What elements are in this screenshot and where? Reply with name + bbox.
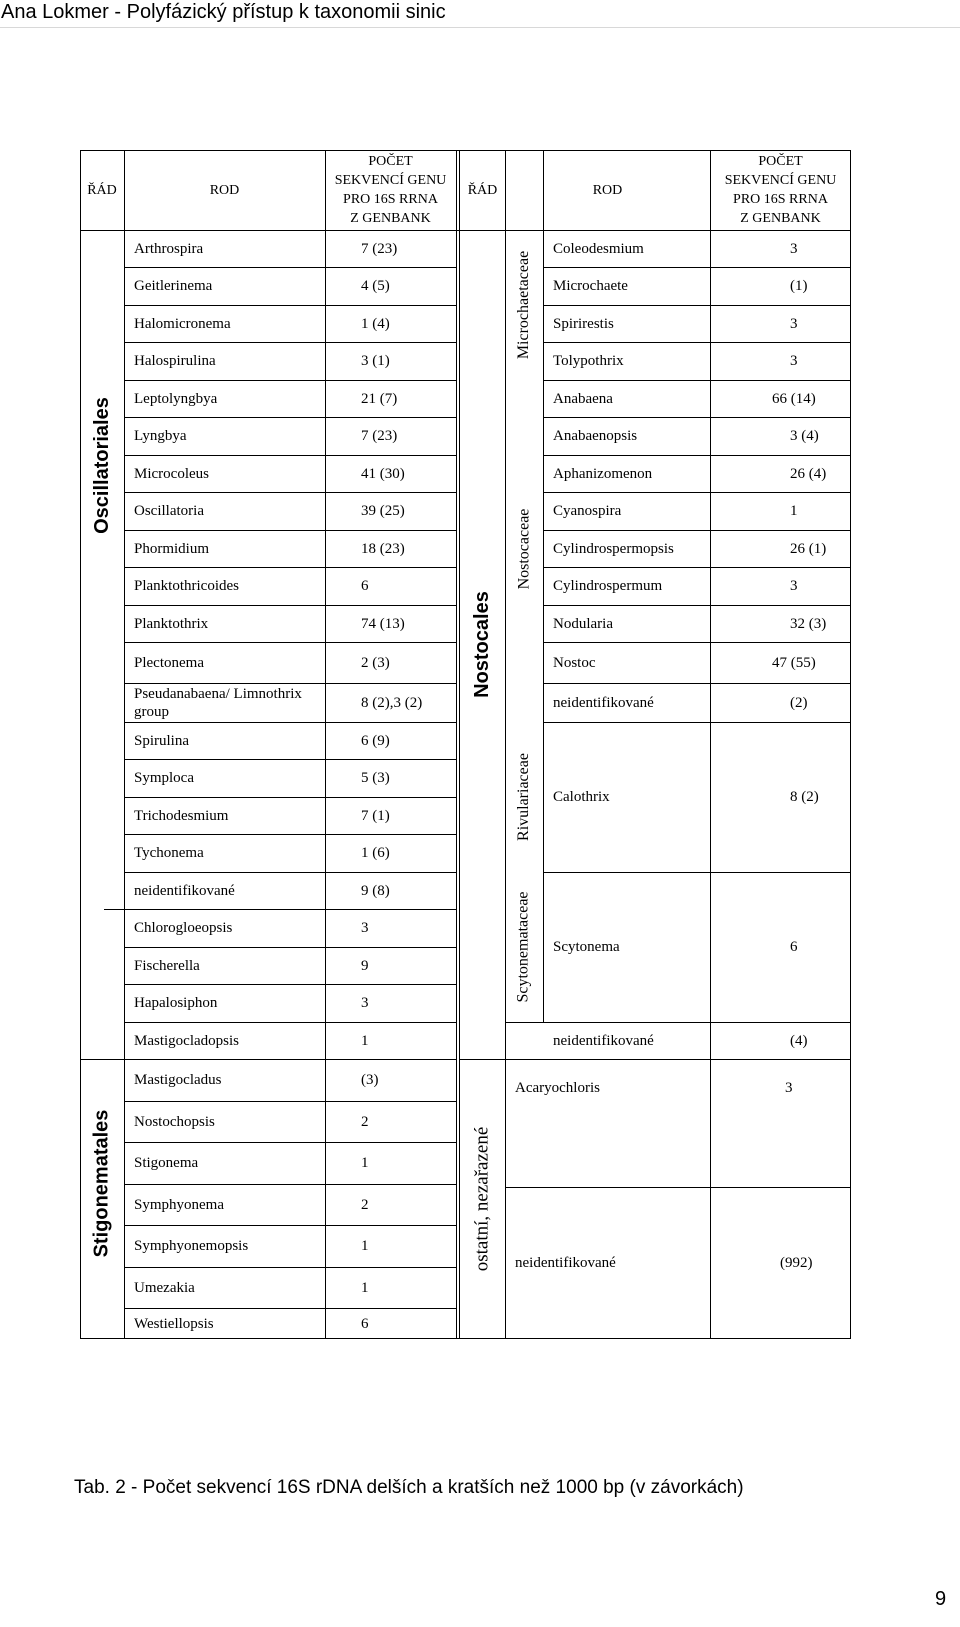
left-genus-cell: Microcoleus <box>134 465 209 482</box>
left-count-cell: 1 <box>361 1155 369 1171</box>
left-count-cell: 4 (5) <box>361 278 390 294</box>
left-count-header-line: Z GENBANK <box>350 211 431 226</box>
right-count-cell: (2) <box>790 694 808 711</box>
left-count-cell: 1 <box>361 1032 369 1049</box>
right-genus-cell: Aphanizomenon <box>553 465 653 482</box>
left-genus-cell: Symphyonemopsis <box>134 1238 249 1254</box>
left-count-cell: 1 <box>361 1279 369 1296</box>
right-count-header-line: PRO 16S RRNA <box>733 192 828 207</box>
order-stigonematales <box>80 1059 124 1308</box>
order-other-unassigned <box>460 1059 505 1339</box>
left-count-cell: 2 <box>361 1113 369 1130</box>
right-order-header: ŘÁD <box>467 183 498 198</box>
left-count-cell: 74 (13) <box>361 615 405 632</box>
left-count-cell: 1 (6) <box>361 845 390 861</box>
right-count-header-line: POČET <box>758 154 803 169</box>
right-genus-cell: Acaryochloris <box>515 1080 600 1096</box>
left-count-cell: 7 (23) <box>361 240 398 257</box>
left-count-header-line: POČET <box>368 154 413 169</box>
right-count-cell: 3 <box>790 240 798 257</box>
left-genus-cell: Fischerella <box>134 957 200 974</box>
v-right-genus <box>710 150 711 1339</box>
page-number: 9 <box>935 1588 947 1610</box>
left-count-cell: 7 (1) <box>361 807 390 824</box>
left-count-cell: 6 <box>361 578 369 594</box>
family-nostocaceae-label: Nostocaceae <box>515 508 532 589</box>
right-genus-cell: Cyanospira <box>553 503 622 519</box>
right-count-header <box>710 152 851 228</box>
right-count-header-line: SEKVENCÍ GENU <box>724 173 837 188</box>
right-count-cell: 3 <box>790 315 798 332</box>
right-count-cell: 3 <box>790 353 798 369</box>
right-genus-cell: Spirirestis <box>553 315 614 332</box>
left-count-cell: 41 (30) <box>361 465 405 482</box>
family-scytonemataceae-label: Scytonemataceae <box>515 891 533 1003</box>
right-count-cell: 6 <box>790 939 798 955</box>
right-count-cell: 66 (14) <box>772 390 816 407</box>
left-count-cell: (3) <box>361 1072 379 1088</box>
left-genus-cell: Halomicronema <box>134 315 231 332</box>
right-genus-cell: Nodularia <box>553 615 613 632</box>
left-genus-cell: Trichodesmium <box>134 807 229 824</box>
left-count-cell: 6 <box>361 1315 369 1332</box>
right-genus-cell: neidentifikované <box>515 1255 616 1271</box>
right-genus-cell: Anabaenopsis <box>553 428 638 444</box>
right-count-cell: 3 <box>785 1080 793 1096</box>
left-genus-cell: Symphyonema <box>134 1196 224 1213</box>
right-genus-cell: Cylindrospermum <box>553 578 663 594</box>
right-genus-header: ROD <box>592 183 623 198</box>
order-nostocales <box>460 230 505 1059</box>
left-count-cell: 8 (2),3 (2) <box>361 694 423 711</box>
order-oscillatoriales <box>80 230 124 700</box>
right-genus-cell: Calothrix <box>553 789 610 805</box>
left-genus-cell: Westiellopsis <box>134 1315 214 1332</box>
right-genus-cell: Cylindrospermopsis <box>553 540 674 557</box>
v-left-genus <box>325 150 326 1339</box>
left-count-header-line: PRO 16S RRNA <box>343 192 438 207</box>
left-count-cell: 18 (23) <box>361 540 405 557</box>
right-count-cell: 3 <box>790 578 798 594</box>
right-count-cell: 26 (1) <box>790 540 827 557</box>
left-genus-cell: Lyngbya <box>134 428 187 444</box>
left-genus-cell: Pseudanabaena/ Limnothrix group <box>134 685 302 720</box>
right-genus-cell: neidentifikované <box>553 694 654 711</box>
left-genus-cell: Planktothricoides <box>134 578 239 594</box>
left-count-cell: 1 (4) <box>361 315 390 332</box>
order-stigonematales-label: Stigonematales <box>90 1109 113 1258</box>
left-count-cell: 39 (25) <box>361 503 405 519</box>
left-genus-cell: Halospirulina <box>134 353 216 369</box>
left-genus-cell: Arthrospira <box>134 240 204 257</box>
left-count-cell: 5 (3) <box>361 770 390 786</box>
left-count-cell: 7 (23) <box>361 428 398 444</box>
family-scytonemataceae <box>505 872 543 1022</box>
right-genus-cell: neidentifikované <box>553 1032 654 1049</box>
right-count-cell: (4) <box>790 1032 808 1049</box>
left-count-cell: 9 (8) <box>361 882 390 899</box>
right-genus-cell: Scytonema <box>553 939 620 955</box>
header-divider <box>0 27 960 28</box>
left-genus-cell: Oscillatoria <box>134 503 204 519</box>
left-count-header <box>325 152 456 228</box>
left-genus-cell: Planktothrix <box>134 615 209 632</box>
right-genus-cell: Tolypothrix <box>553 353 624 369</box>
left-count-cell: 2 <box>361 1196 369 1213</box>
right-count-cell: 1 <box>790 503 798 519</box>
order-nostocales-label: Nostocales <box>471 591 493 698</box>
family-line-mask <box>543 1023 544 1059</box>
table-caption: Tab. 2 - Počet sekvencí 16S rDNA delších a kratších než 1000 bp (v závorkách) <box>74 1477 744 1498</box>
order-other-unassigned-label: ostatní, nezařazené <box>471 1126 493 1272</box>
left-count-cell: 1 <box>361 1238 369 1254</box>
right-count-cell: (992) <box>780 1255 813 1271</box>
left-genus-cell: Stigonema <box>134 1155 199 1171</box>
right-count-header-line: Z GENBANK <box>740 211 821 226</box>
left-genus-cell: Hapalosiphon <box>134 995 218 1011</box>
order-oscillatoriales-label: Oscillatoriales <box>90 396 113 534</box>
family-microchaetaceae <box>505 230 543 380</box>
right-genus-cell: Coleodesmium <box>553 240 644 257</box>
left-genus-cell: Nostochopsis <box>134 1113 215 1130</box>
right-genus-cell: Anabaena <box>553 390 613 407</box>
left-genus-header: ROD <box>209 183 240 198</box>
left-count-cell: 3 <box>361 995 369 1011</box>
left-count-cell: 9 <box>361 957 369 974</box>
document-header-title: Ana Lokmer - Polyfázický přístup k taxonomii sinic <box>1 1 446 23</box>
left-genus-cell: Symploca <box>134 770 194 786</box>
right-genus-cell: Nostoc <box>553 654 596 671</box>
left-genus-cell: Mastigocladopsis <box>134 1032 239 1049</box>
left-count-cell: 3 <box>361 920 369 936</box>
family-rivulariaceae <box>505 722 543 872</box>
right-count-cell: 32 (3) <box>790 615 827 632</box>
family-microchaetaceae-label: Microchaetaceae <box>515 250 533 360</box>
right-genus-cell: Microchaete <box>553 278 628 294</box>
left-genus-cell: Tychonema <box>134 845 204 861</box>
family-rivulariaceae-label: Rivulariaceae <box>515 753 533 841</box>
left-genus-cell: Umezakia <box>134 1279 195 1296</box>
left-count-cell: 2 (3) <box>361 654 390 671</box>
right-count-cell: (1) <box>790 278 808 294</box>
left-count-cell: 3 (1) <box>361 353 390 369</box>
left-order-header: ŘÁD <box>87 183 117 198</box>
right-count-cell: 47 (55) <box>772 654 816 671</box>
left-genus-cell: Plectonema <box>134 654 204 671</box>
left-genus-cell: Leptolyngbya <box>134 390 218 407</box>
left-count-cell: 21 (7) <box>361 390 398 407</box>
left-genus-cell: Mastigocladus <box>134 1072 222 1088</box>
left-count-header-line: SEKVENCÍ GENU <box>334 173 447 188</box>
left-genus-cell: Phormidium <box>134 540 210 557</box>
left-genus-cell: Chlorogloeopsis <box>134 920 233 936</box>
right-count-cell: 3 (4) <box>790 428 819 444</box>
family-nostocaceae <box>505 492 543 605</box>
left-genus-cell: neidentifikované <box>134 882 235 899</box>
v-left-order <box>124 150 125 1339</box>
right-count-cell: 8 (2) <box>790 789 819 805</box>
right-count-cell: 26 (4) <box>790 465 827 482</box>
left-genus-cell: Spirulina <box>134 732 189 749</box>
left-genus-cell: Geitlerinema <box>134 278 213 294</box>
left-count-cell: 6 (9) <box>361 732 390 749</box>
